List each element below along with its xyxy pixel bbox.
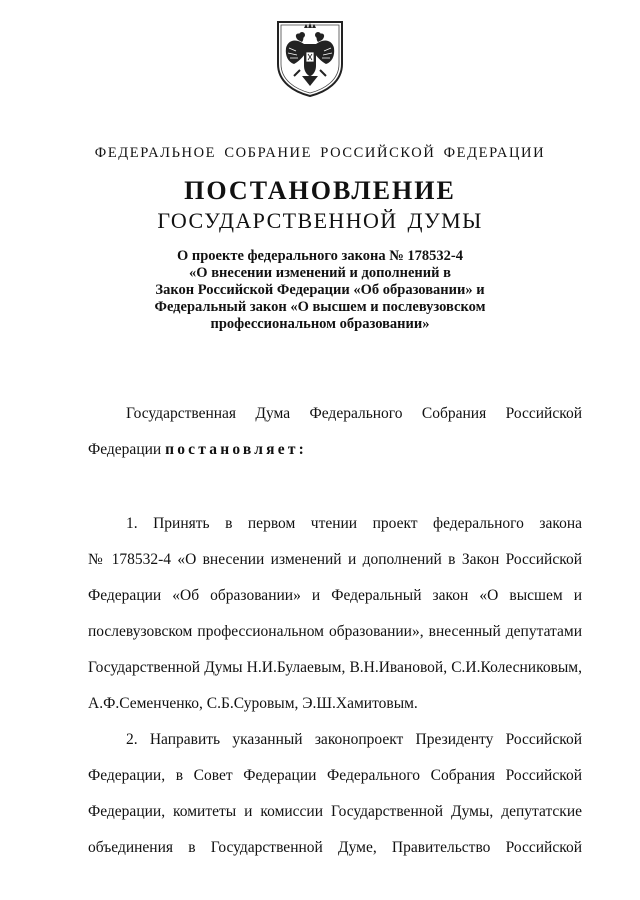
resolves-word: постановляет: (165, 441, 307, 458)
paragraph-line: Федерации, комитеты и комиссии Государственной Думы, депутатские (88, 803, 582, 820)
document-subtitle: ГОСУДАРСТВЕННОЙ ДУМЫ (157, 208, 483, 233)
organization-name: ФЕДЕРАЛЬНОЕ СОБРАНИЕ РОССИЙСКОЙ ФЕДЕРАЦИИ (94, 145, 546, 161)
preamble-prefix: Федерации (88, 441, 166, 458)
paragraph-line: послевузовском профессиональном образовании», внесенный депутатами (88, 623, 582, 640)
document-heading (120, 248, 520, 333)
heading-line: Федеральный закон «О высшем и послевузовском (154, 299, 486, 315)
paragraph-line: А.Ф.Семенченко, С.Б.Суровым, Э.Ш.Хамитовым. (88, 695, 418, 712)
heading-line: «О внесении изменений и дополнений в (189, 265, 451, 281)
preamble (88, 396, 582, 468)
paragraph-line: № 178532-4 «О внесении изменений и дополнений в Закон Российской (88, 551, 582, 568)
preamble-line (88, 432, 582, 468)
paragraph-line: Государственной Думы Н.И.Булаевым, В.Н.Ивановой, С.И.Колесниковым, (88, 659, 582, 676)
heading-line: профессиональном образовании» (210, 316, 430, 332)
paragraph-line: Федерации, в Совет Федерации Федерального Собрания Российской (88, 767, 582, 784)
paragraph-line: 1. Принять в первом чтении проект федерального закона (126, 515, 582, 532)
heading-line: О проекте федерального закона № 178532-4 (176, 248, 464, 264)
preamble-line: Государственная Дума Федерального Собрания Российской (126, 405, 582, 422)
paragraph-line: 2. Направить указанный законопроект Президенту Российской (126, 731, 582, 748)
document-title: ПОСТАНОВЛЕНИЕ (184, 176, 456, 205)
document-body (88, 396, 582, 866)
paragraph-2 (88, 722, 582, 866)
heading-line: Закон Российской Федерации «Об образовании» и (155, 282, 485, 298)
coat-of-arms-icon (274, 18, 346, 98)
paragraph-line: Федерации «Об образовании» и Федеральный закон «О высшем и (88, 587, 582, 604)
paragraph-line: объединения в Государственной Думе, Правительство Российской (88, 839, 582, 856)
paragraph-1 (88, 506, 582, 722)
